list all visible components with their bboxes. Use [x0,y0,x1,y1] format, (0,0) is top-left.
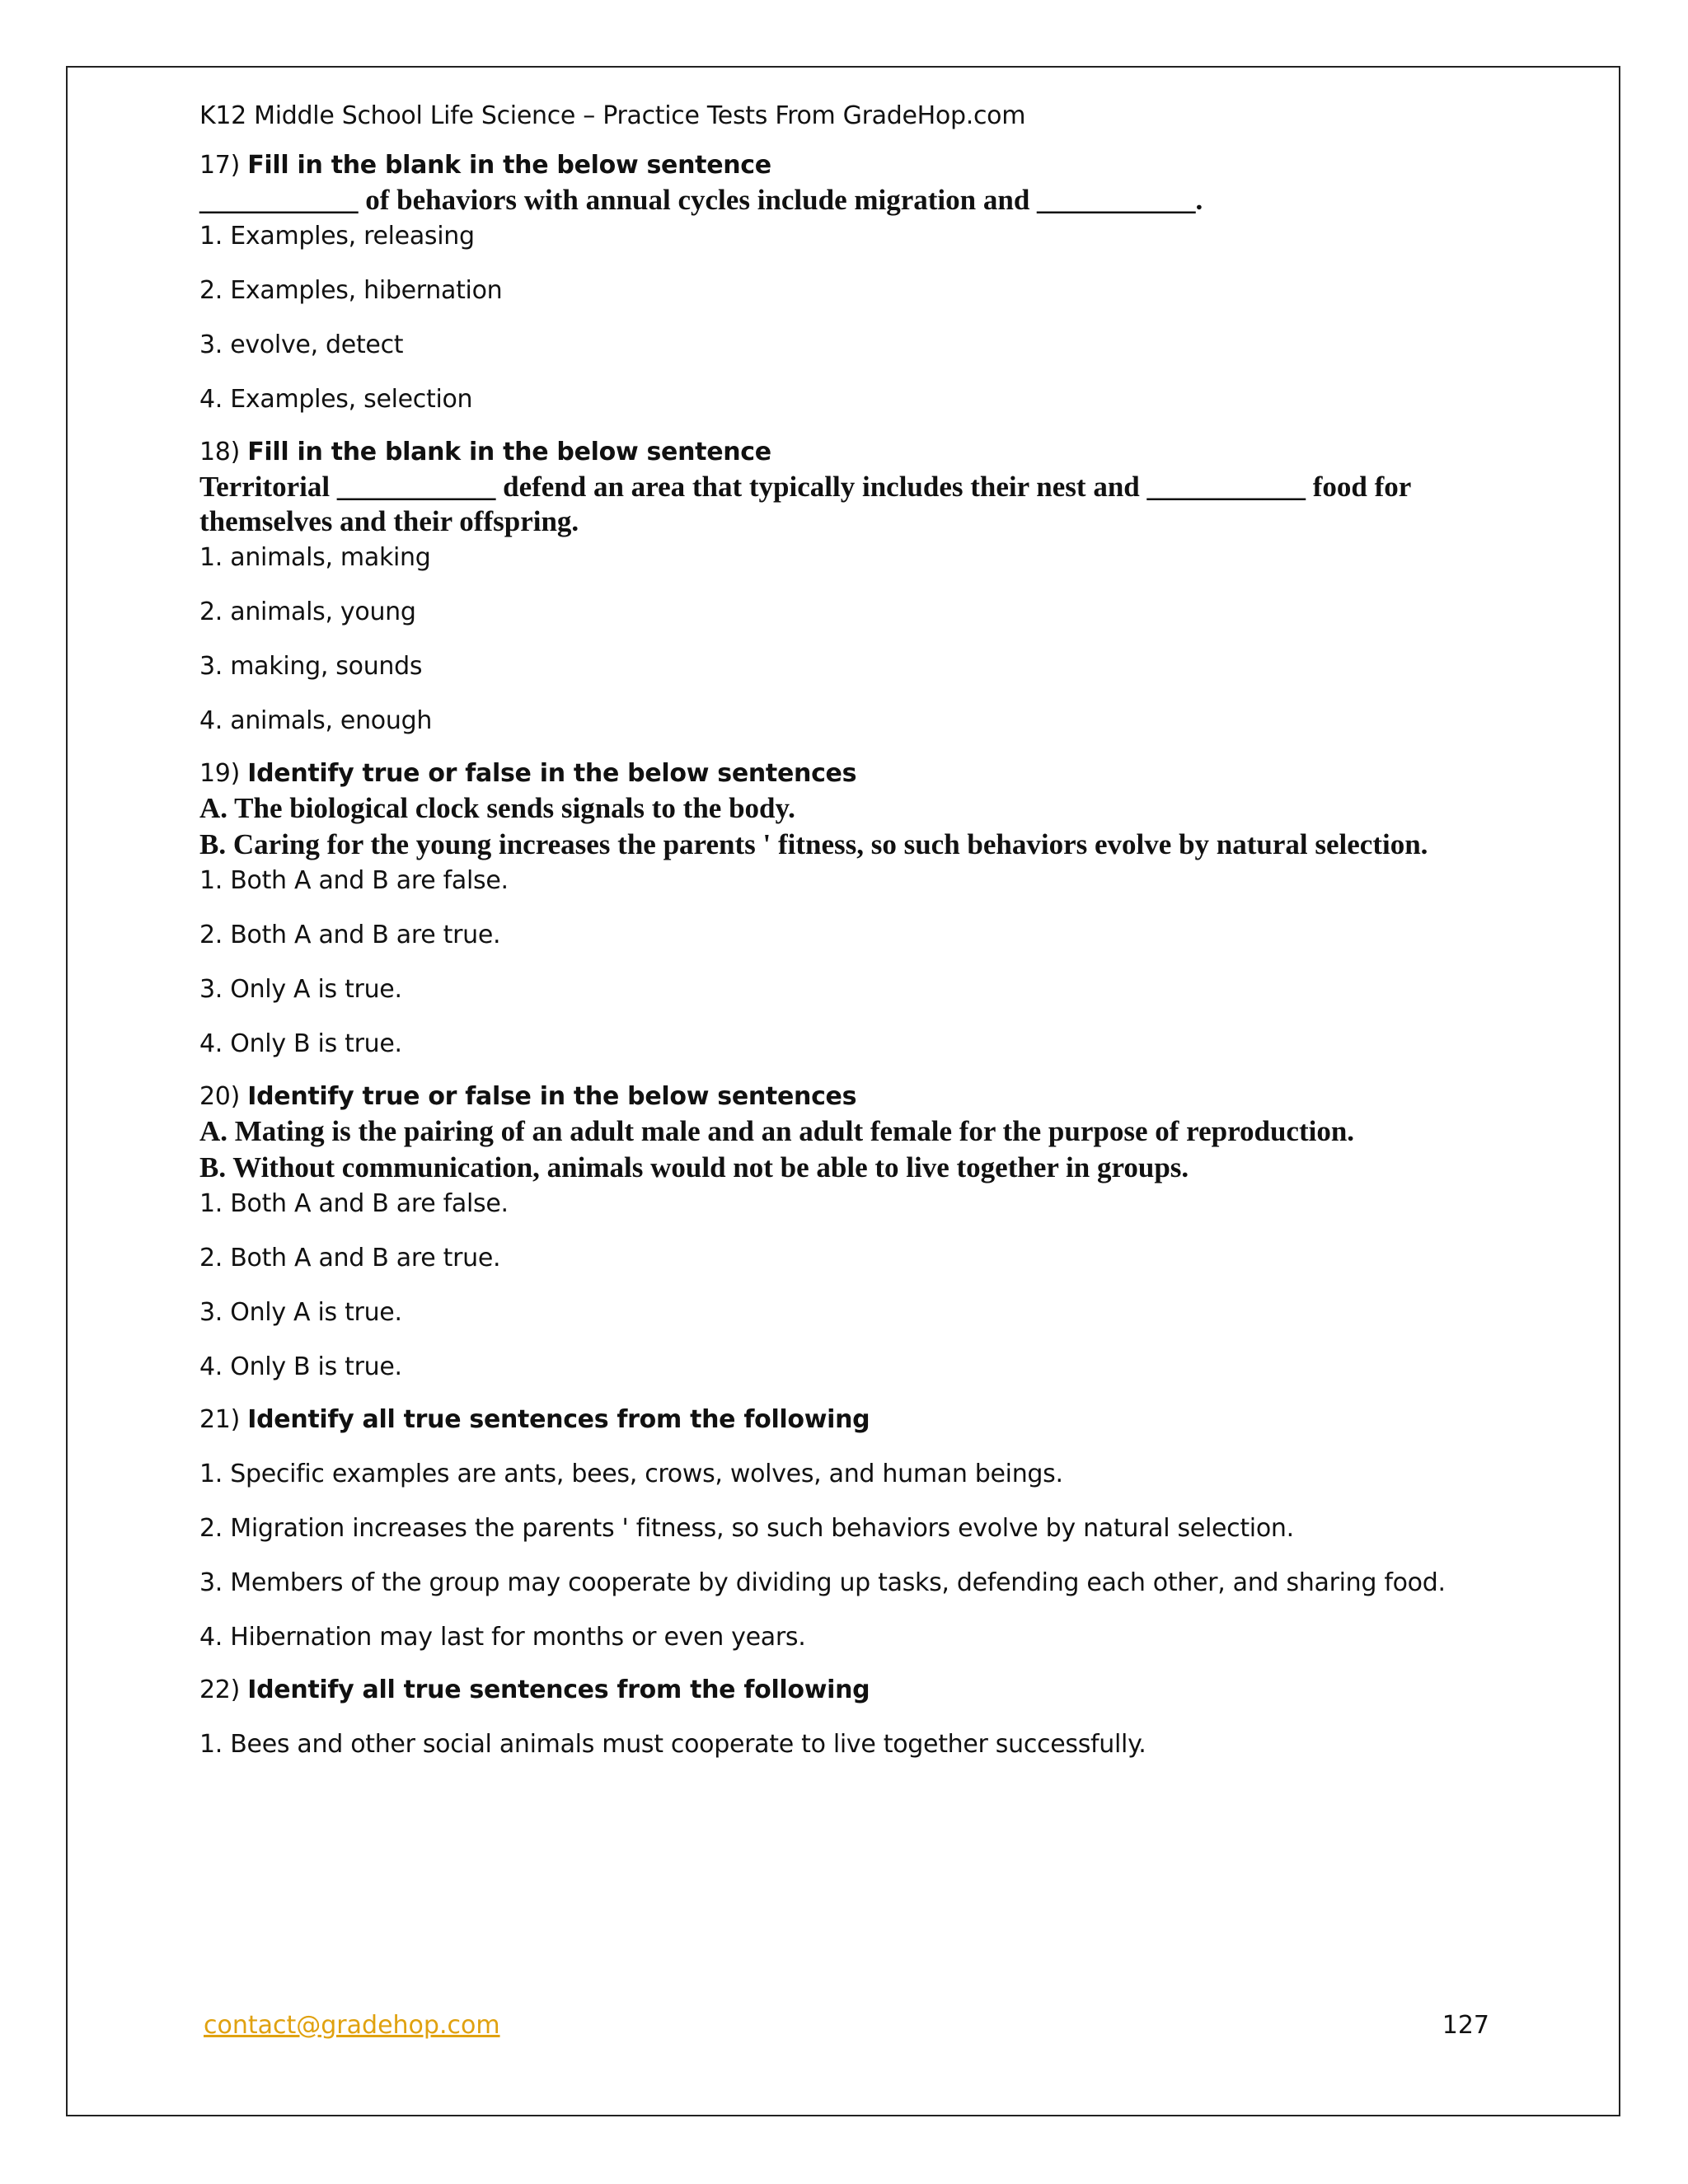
question-list [199,148,1518,1762]
answer-option: 4. animals, enough [199,706,433,735]
question-block [199,148,1518,417]
contact-email-link[interactable]: contact@gradehop.com [204,2011,500,2040]
question-statement: B. Caring for the young increases the parents ' fitness, so such behaviors evolve by natural selection. [199,828,1428,860]
answer-option: 1. Specific examples are ants, bees, crows, wolves, and human beings. [199,1460,1063,1488]
answer-option: 3. evolve, detect [199,330,404,359]
answer-option: 1. Both A and B are false. [199,866,509,895]
page-header: K12 Middle School Life Science – Practice Tests From GradeHop.com [199,101,1026,130]
question-title [199,1673,1518,1708]
question-number: 18) [199,438,240,466]
question-title [199,148,1518,183]
question-instruction: Fill in the blank in the below sentence [247,438,771,466]
page-number: 127 [1442,2011,1489,2040]
question-instruction: Identify true or false in the below sentences [247,1082,857,1111]
question-number: 22) [199,1675,240,1704]
answer-option: 4. Hibernation may last for months or even years. [199,1623,806,1652]
question-number: 19) [199,759,240,788]
question-instruction: Identify all true sentences from the following [247,1675,870,1704]
answer-option: 1. animals, making [199,543,431,572]
question-title [199,1080,1518,1114]
page-footer [204,2011,1489,2040]
answer-option: 1. Bees and other social animals must cooperate to live together successfully. [199,1730,1146,1759]
question-block [199,1080,1518,1385]
question-block [199,757,1518,1062]
answer-option: 4. Only B is true. [199,1352,402,1381]
answer-option: 2. animals, young [199,598,416,626]
question-instruction: Fill in the blank in the below sentence [247,151,771,180]
page-content [199,99,1518,1780]
answer-option: 3. Only A is true. [199,975,402,1004]
question-block [199,435,1518,738]
question-number: 21) [199,1405,240,1434]
question-title [199,435,1518,470]
question-block [199,1403,1518,1655]
answer-option: 3. making, sounds [199,652,423,681]
question-statement: A. Mating is the pairing of an adult male and an adult female for the purpose of reproduction. [199,1115,1355,1147]
question-statement: ___________ of behaviors with annual cycles include migration and ___________. [199,184,1203,216]
answer-option: 4. Only B is true. [199,1029,402,1058]
question-number: 17) [199,151,240,180]
question-block [199,1673,1518,1762]
answer-option: 2. Migration increases the parents ' fitness, so such behaviors evolve by natural selection. [199,1514,1294,1543]
answer-option: 3. Members of the group may cooperate by dividing up tasks, defending each other, and sharing food. [199,1568,1446,1597]
answer-option: 3. Only A is true. [199,1298,402,1327]
question-title [199,757,1518,791]
answer-option: 1. Both A and B are false. [199,1189,509,1218]
question-statement: Territorial ___________ defend an area that typically includes their nest and ___________ food for themselves and their offspring. [199,471,1411,537]
answer-option: 2. Examples, hibernation [199,276,503,305]
answer-option: 1. Examples, releasing [199,222,475,251]
answer-option: 2. Both A and B are true. [199,1244,501,1272]
answer-option: 2. Both A and B are true. [199,921,501,949]
answer-option: 4. Examples, selection [199,385,473,414]
question-number: 20) [199,1082,240,1111]
question-statement: B. Without communication, animals would not be able to live together in groups. [199,1151,1189,1183]
question-title [199,1403,1518,1437]
question-instruction: Identify true or false in the below sentences [247,759,857,788]
question-statement: A. The biological clock sends signals to the body. [199,792,795,824]
question-instruction: Identify all true sentences from the following [247,1405,870,1434]
